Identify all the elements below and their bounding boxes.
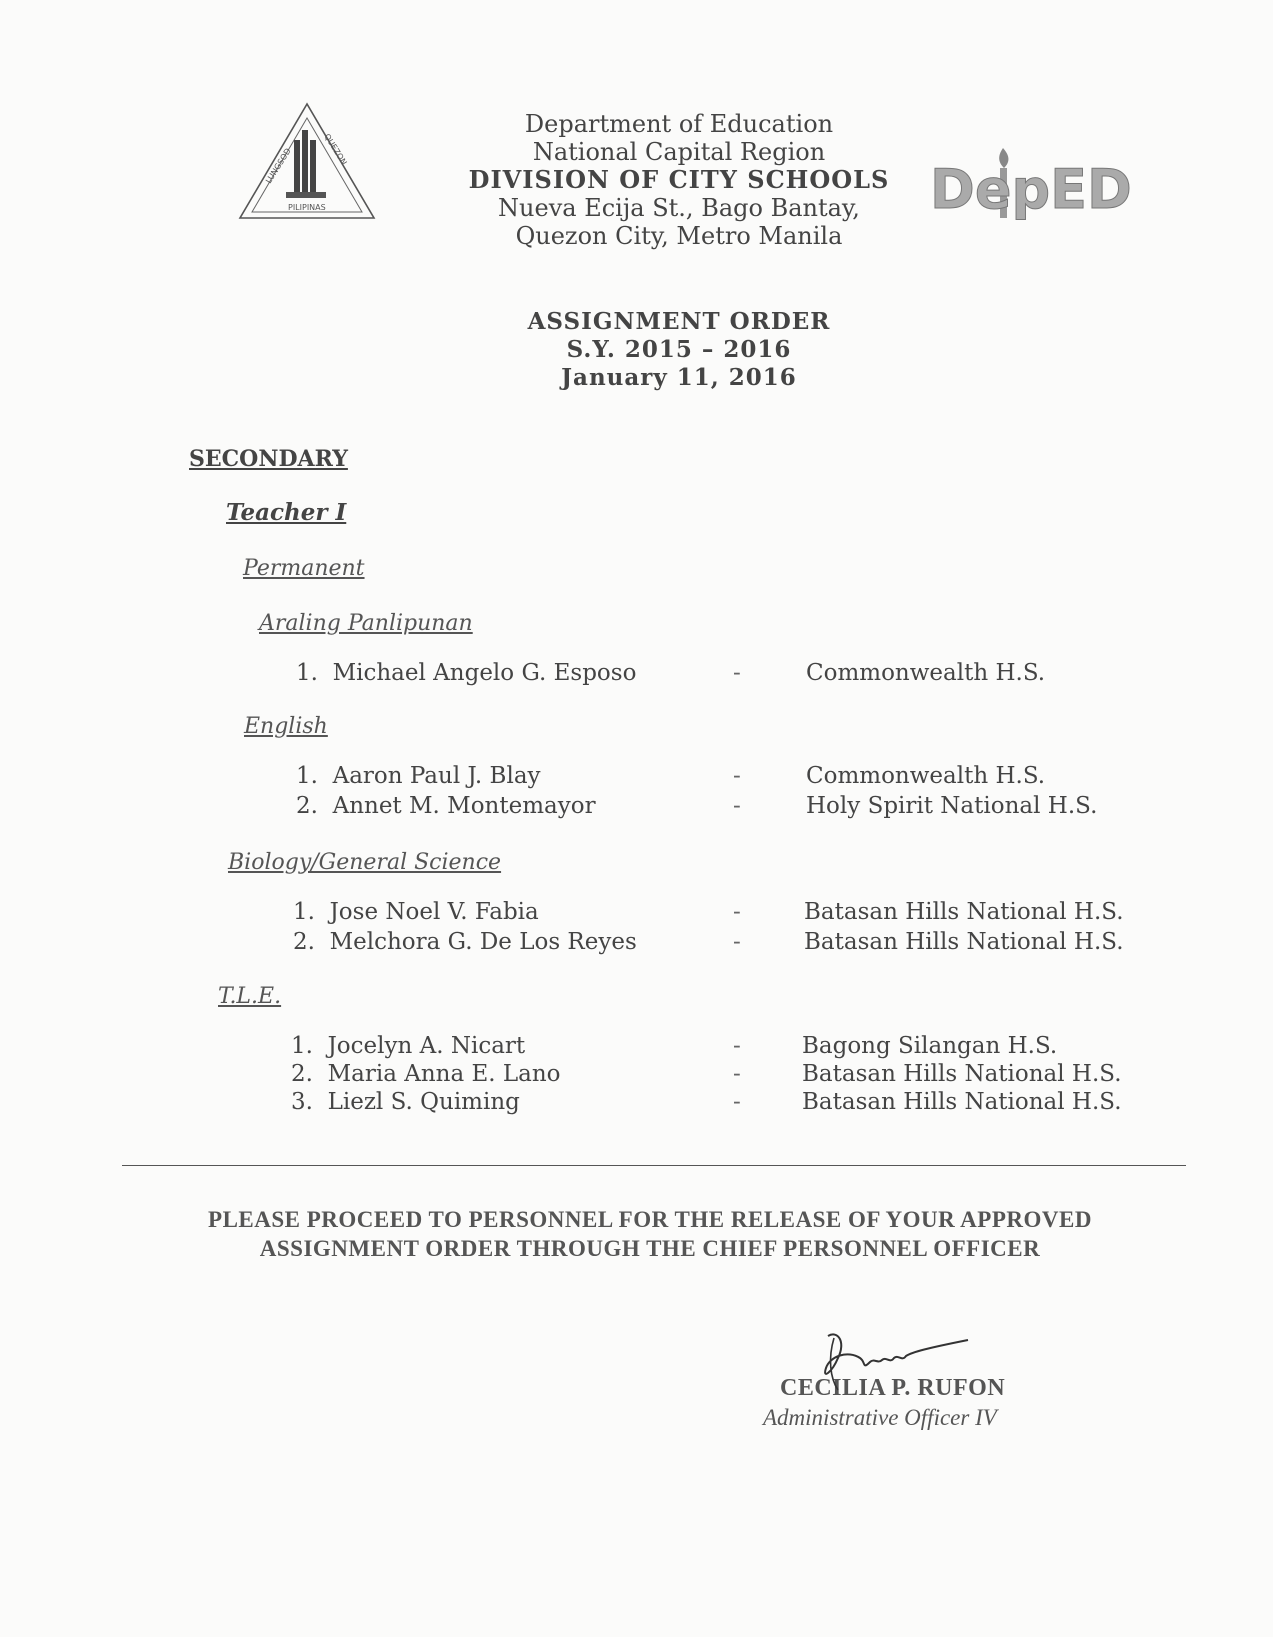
item-number: 2. xyxy=(293,929,315,955)
position-heading: Teacher I xyxy=(226,499,347,526)
list-item xyxy=(0,660,1273,690)
divider xyxy=(122,1165,1186,1166)
teacher-name: Jocelyn A. Nicart xyxy=(327,1033,526,1059)
item-number: 2. xyxy=(291,1061,313,1087)
notice-line-1: PLEASE PROCEED TO PERSONNEL FOR THE RELEASE OF YOUR APPROVED xyxy=(208,1207,1092,1232)
list-item xyxy=(0,929,1273,959)
handwritten-signature-icon xyxy=(808,1328,1008,1398)
teacher-name: Melchora G. De Los Reyes xyxy=(329,929,637,955)
title-line: ASSIGNMENT ORDER xyxy=(527,308,831,335)
school-name: Holy Spirit National H.S. xyxy=(806,793,1098,819)
subject-heading-english: English xyxy=(244,714,328,739)
separator: - xyxy=(733,660,741,686)
teacher-name: Liezl S. Quiming xyxy=(327,1089,520,1115)
separator: - xyxy=(733,1033,741,1059)
address-line-2: Quezon City, Metro Manila xyxy=(515,222,843,250)
separator: - xyxy=(733,763,741,789)
separator: - xyxy=(733,899,741,925)
school-name: Batasan Hills National H.S. xyxy=(804,929,1124,955)
separator: - xyxy=(733,1089,741,1115)
subject-heading-araling-panlipunan: Araling Panlipunan xyxy=(259,611,473,636)
region-name: National Capital Region xyxy=(532,138,826,166)
letterhead xyxy=(440,110,918,250)
item-number: 1. xyxy=(293,899,315,925)
quezon-city-seal-icon xyxy=(236,100,378,226)
document-date: January 11, 2016 xyxy=(561,364,797,391)
teacher-name: Michael Angelo G. Esposo xyxy=(332,660,637,686)
division-name: DIVISION OF CITY SCHOOLS xyxy=(468,165,890,194)
list-item xyxy=(0,793,1273,823)
separator: - xyxy=(733,929,741,955)
document-title xyxy=(440,308,918,392)
subject-heading-tle: T.L.E. xyxy=(218,984,282,1009)
separator: - xyxy=(733,793,741,819)
deped-logo-icon xyxy=(930,138,1132,230)
address-line-1: Nueva Ecija St., Bago Bantay, xyxy=(498,194,860,222)
school-name: Batasan Hills National H.S. xyxy=(804,899,1124,925)
notice-text xyxy=(150,1205,1150,1263)
teacher-name: Aaron Paul J. Blay xyxy=(332,763,541,789)
svg-text:QUEZON: QUEZON xyxy=(322,132,349,167)
teacher-name: Annet M. Montemayor xyxy=(332,793,596,819)
school-name: Commonwealth H.S. xyxy=(806,763,1046,789)
subject-heading-biology: Biology/General Science xyxy=(228,850,502,875)
item-number: 3. xyxy=(291,1089,313,1115)
list-item xyxy=(0,763,1273,793)
svg-text:PILIPINAS: PILIPINAS xyxy=(288,203,326,212)
teacher-name: Jose Noel V. Fabia xyxy=(329,899,539,925)
deped-logo-text: DepED xyxy=(930,158,1132,221)
school-name: Bagong Silangan H.S. xyxy=(802,1033,1058,1059)
item-number: 2. xyxy=(296,793,318,819)
item-number: 1. xyxy=(296,660,318,686)
svg-text:LUNGSOD: LUNGSOD xyxy=(264,146,293,186)
item-number: 1. xyxy=(296,763,318,789)
notice-line-2: ASSIGNMENT ORDER THROUGH THE CHIEF PERSONNEL OFFICER xyxy=(259,1236,1041,1261)
school-year: S.Y. 2015 – 2016 xyxy=(566,336,792,363)
school-name: Batasan Hills National H.S. xyxy=(802,1061,1122,1087)
list-item xyxy=(0,899,1273,929)
signatory-name: CECILIA P. RUFON xyxy=(780,1375,1006,1401)
list-item xyxy=(0,1061,1273,1091)
item-number: 1. xyxy=(291,1033,313,1059)
teacher-name: Maria Anna E. Lano xyxy=(327,1061,561,1087)
school-name: Batasan Hills National H.S. xyxy=(802,1089,1122,1115)
list-item xyxy=(0,1089,1273,1119)
agency-name: Department of Education xyxy=(524,110,834,138)
status-heading: Permanent xyxy=(243,556,365,581)
school-name: Commonwealth H.S. xyxy=(806,660,1046,686)
list-item xyxy=(0,1033,1273,1063)
separator: - xyxy=(733,1061,741,1087)
level-heading: SECONDARY xyxy=(189,446,348,472)
signatory-title: Administrative Officer IV xyxy=(763,1405,997,1430)
